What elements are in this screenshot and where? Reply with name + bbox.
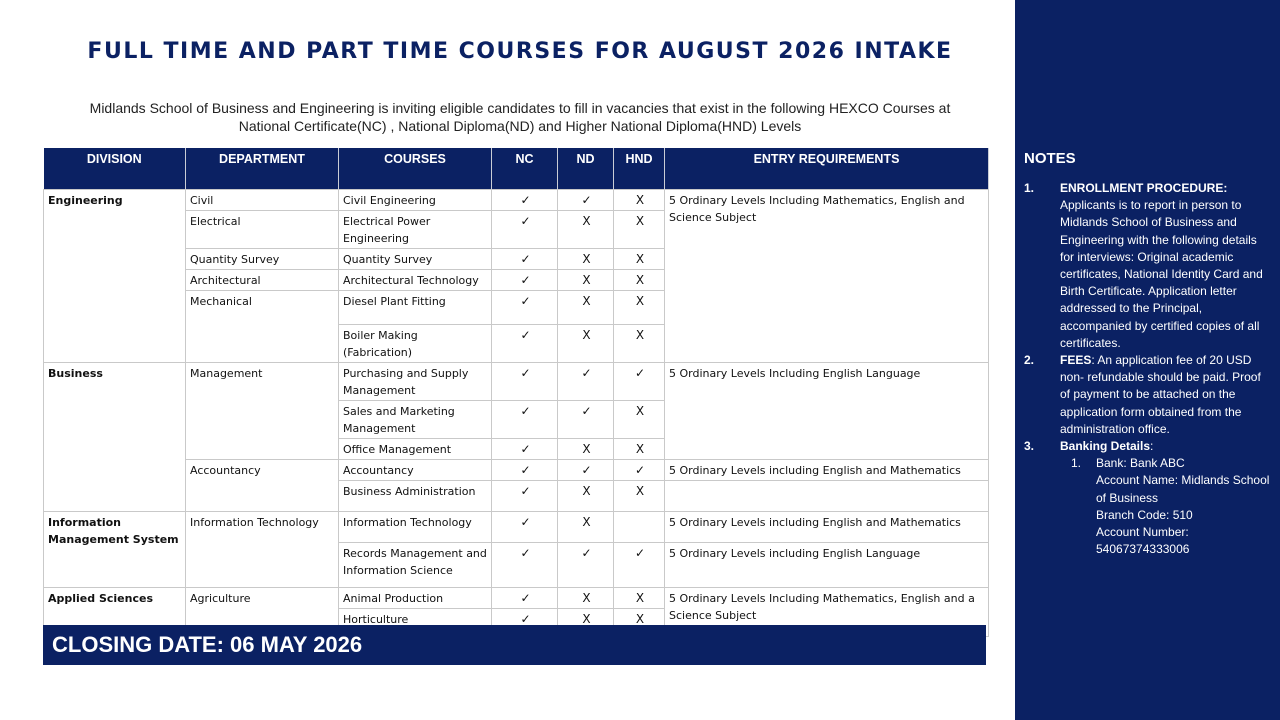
nd-mark: X	[558, 290, 614, 324]
bank-account-name: Account Name: Midlands School of Business	[1096, 473, 1270, 505]
department-cell: Architectural	[186, 269, 339, 290]
course-cell: Diesel Plant Fitting	[339, 290, 492, 324]
hnd-mark: X	[614, 480, 665, 511]
closing-date-banner: CLOSING DATE: 06 MAY 2026	[43, 625, 986, 665]
nd-mark: X	[558, 587, 614, 608]
department-cell: Mechanical	[186, 290, 339, 362]
department-cell: Accountancy	[186, 459, 339, 511]
nc-mark: ✓	[492, 608, 558, 636]
notes-title: NOTES	[1024, 150, 1076, 167]
header-courses: COURSES	[339, 148, 492, 189]
course-cell: Horticulture	[339, 608, 492, 636]
note-number: 1.	[1024, 181, 1035, 195]
page-subtitle: Midlands School of Business and Engineering is inviting eligible candidates to fill in vacancies that exist in the following HEXCO Courses at National Certificate(NC) , National Diploma(ND) and Higher National Diploma(HND) Levels	[89, 100, 951, 134]
bank-details	[1024, 455, 1274, 558]
requirements-cell: 5 Ordinary Levels including English and Mathematics	[665, 511, 989, 542]
requirements-cell: 5 Ordinary Levels Including Mathematics, English and a Science Subject	[665, 587, 989, 636]
nd-mark: X	[558, 269, 614, 290]
nc-mark: ✓	[492, 459, 558, 480]
course-cell: Boiler Making (Fabrication)	[339, 324, 492, 362]
course-cell: Records Management and Information Science	[339, 542, 492, 587]
department-cell: Civil	[186, 189, 339, 210]
nc-mark: ✓	[492, 210, 558, 248]
division-cell: Information Management System	[44, 511, 186, 587]
nd-mark: X	[558, 511, 614, 542]
hnd-mark: ✓	[614, 362, 665, 400]
bank-account-number: Account Number: 54067374333006	[1096, 525, 1190, 557]
department-cell: Information Technology	[186, 511, 339, 587]
division-cell: Business	[44, 362, 186, 511]
notes-list	[1024, 180, 1274, 558]
header-nc: NC	[492, 148, 558, 189]
hnd-mark	[614, 511, 665, 542]
nc-mark: ✓	[492, 480, 558, 511]
course-cell: Business Administration	[339, 480, 492, 511]
nd-mark: X	[558, 438, 614, 459]
nd-mark: X	[558, 324, 614, 362]
nc-mark: ✓	[492, 511, 558, 542]
note-fees	[1024, 352, 1274, 438]
requirements-cell: 5 Ordinary Levels Including Mathematics, English and Science Subject	[665, 189, 989, 362]
nc-mark: ✓	[492, 362, 558, 400]
division-cell: Applied Sciences	[44, 587, 186, 636]
courses-table	[43, 148, 989, 637]
bank-name: Bank: Bank ABC	[1096, 456, 1185, 471]
hnd-mark: X	[614, 189, 665, 210]
note-heading: FEES	[1060, 353, 1092, 368]
division-cell: Engineering	[44, 189, 186, 362]
nd-mark: ✓	[558, 400, 614, 438]
department-cell: Agriculture	[186, 587, 339, 636]
note-heading: ENROLLMENT PROCEDURE:	[1060, 181, 1228, 195]
nc-mark: ✓	[492, 400, 558, 438]
note-enrollment	[1024, 180, 1274, 352]
nd-mark: X	[558, 480, 614, 511]
table-row	[44, 362, 989, 400]
course-cell: Quantity Survey	[339, 248, 492, 269]
course-cell: Animal Production	[339, 587, 492, 608]
note-text: Applicants is to report in person to Midlands School of Business and Engineering with the following details for interviews: Original academic certificates, National Identity Card and Birth Certificate. Application letter addressed to the Principal, accompanied by certified copies of all certificates.	[1060, 198, 1263, 350]
header-entry-requirements: ENTRY REQUIREMENTS	[665, 148, 989, 189]
note-text: : An application fee of 20 USD non- refundable should be paid. Proof of payment to be attached on the application form obtained from the administration office.	[1060, 353, 1261, 436]
hnd-mark: ✓	[614, 459, 665, 480]
hnd-mark: X	[614, 210, 665, 248]
department-cell: Management	[186, 362, 339, 459]
department-cell: Electrical	[186, 210, 339, 248]
hnd-mark: X	[614, 587, 665, 608]
note-number: 3.	[1024, 439, 1035, 454]
hnd-mark: X	[614, 438, 665, 459]
nc-mark: ✓	[492, 542, 558, 587]
course-cell: Sales and Marketing Management	[339, 400, 492, 438]
department-cell: Quantity Survey	[186, 248, 339, 269]
nd-mark: X	[558, 608, 614, 636]
header-department: DEPARTMENT	[186, 148, 339, 189]
nd-mark: ✓	[558, 362, 614, 400]
note-number: 2.	[1024, 353, 1035, 368]
nd-mark: ✓	[558, 189, 614, 210]
requirements-cell: 5 Ordinary Levels including English and Mathematics	[665, 459, 989, 480]
page-title: FULL TIME AND PART TIME COURSES FOR AUGUST 2026 INTAKE	[87, 39, 953, 64]
bank-branch-code: Branch Code: 510	[1096, 507, 1193, 522]
nc-mark: ✓	[492, 269, 558, 290]
notes-sidebar	[1015, 0, 1280, 720]
course-cell: Accountancy	[339, 459, 492, 480]
nc-mark: ✓	[492, 587, 558, 608]
table-row	[44, 511, 989, 542]
nd-mark: ✓	[558, 459, 614, 480]
nc-mark: ✓	[492, 189, 558, 210]
hnd-mark: X	[614, 290, 665, 324]
nd-mark: X	[558, 210, 614, 248]
course-cell: Purchasing and Supply Management	[339, 362, 492, 400]
header-nd: ND	[558, 148, 614, 189]
table-row	[44, 189, 989, 210]
requirements-cell-empty	[665, 480, 989, 511]
nc-mark: ✓	[492, 438, 558, 459]
requirements-cell: 5 Ordinary Levels including English Language	[665, 542, 989, 587]
hnd-mark: X	[614, 248, 665, 269]
course-cell: Civil Engineering	[339, 189, 492, 210]
course-cell: Office Management	[339, 438, 492, 459]
course-cell: Information Technology	[339, 511, 492, 542]
header-division: DIVISION	[44, 148, 186, 189]
nd-mark: ✓	[558, 542, 614, 587]
note-heading: Banking Details	[1060, 439, 1151, 454]
note-banking	[1024, 438, 1274, 455]
table-header-row	[44, 148, 989, 189]
requirements-cell: 5 Ordinary Levels Including English Language	[665, 362, 989, 459]
table-row	[44, 587, 989, 608]
header-hnd: HND	[614, 148, 665, 189]
bank-number: 1.	[1071, 456, 1082, 471]
nc-mark: ✓	[492, 290, 558, 324]
hnd-mark: ✓	[614, 542, 665, 587]
hnd-mark: X	[614, 608, 665, 636]
table-row	[44, 459, 989, 480]
nd-mark: X	[558, 248, 614, 269]
nc-mark: ✓	[492, 324, 558, 362]
note-text: :	[1150, 439, 1154, 454]
nc-mark: ✓	[492, 248, 558, 269]
hnd-mark: X	[614, 324, 665, 362]
course-cell: Architectural Technology	[339, 269, 492, 290]
hnd-mark: X	[614, 400, 665, 438]
hnd-mark: X	[614, 269, 665, 290]
course-cell: Electrical Power Engineering	[339, 210, 492, 248]
